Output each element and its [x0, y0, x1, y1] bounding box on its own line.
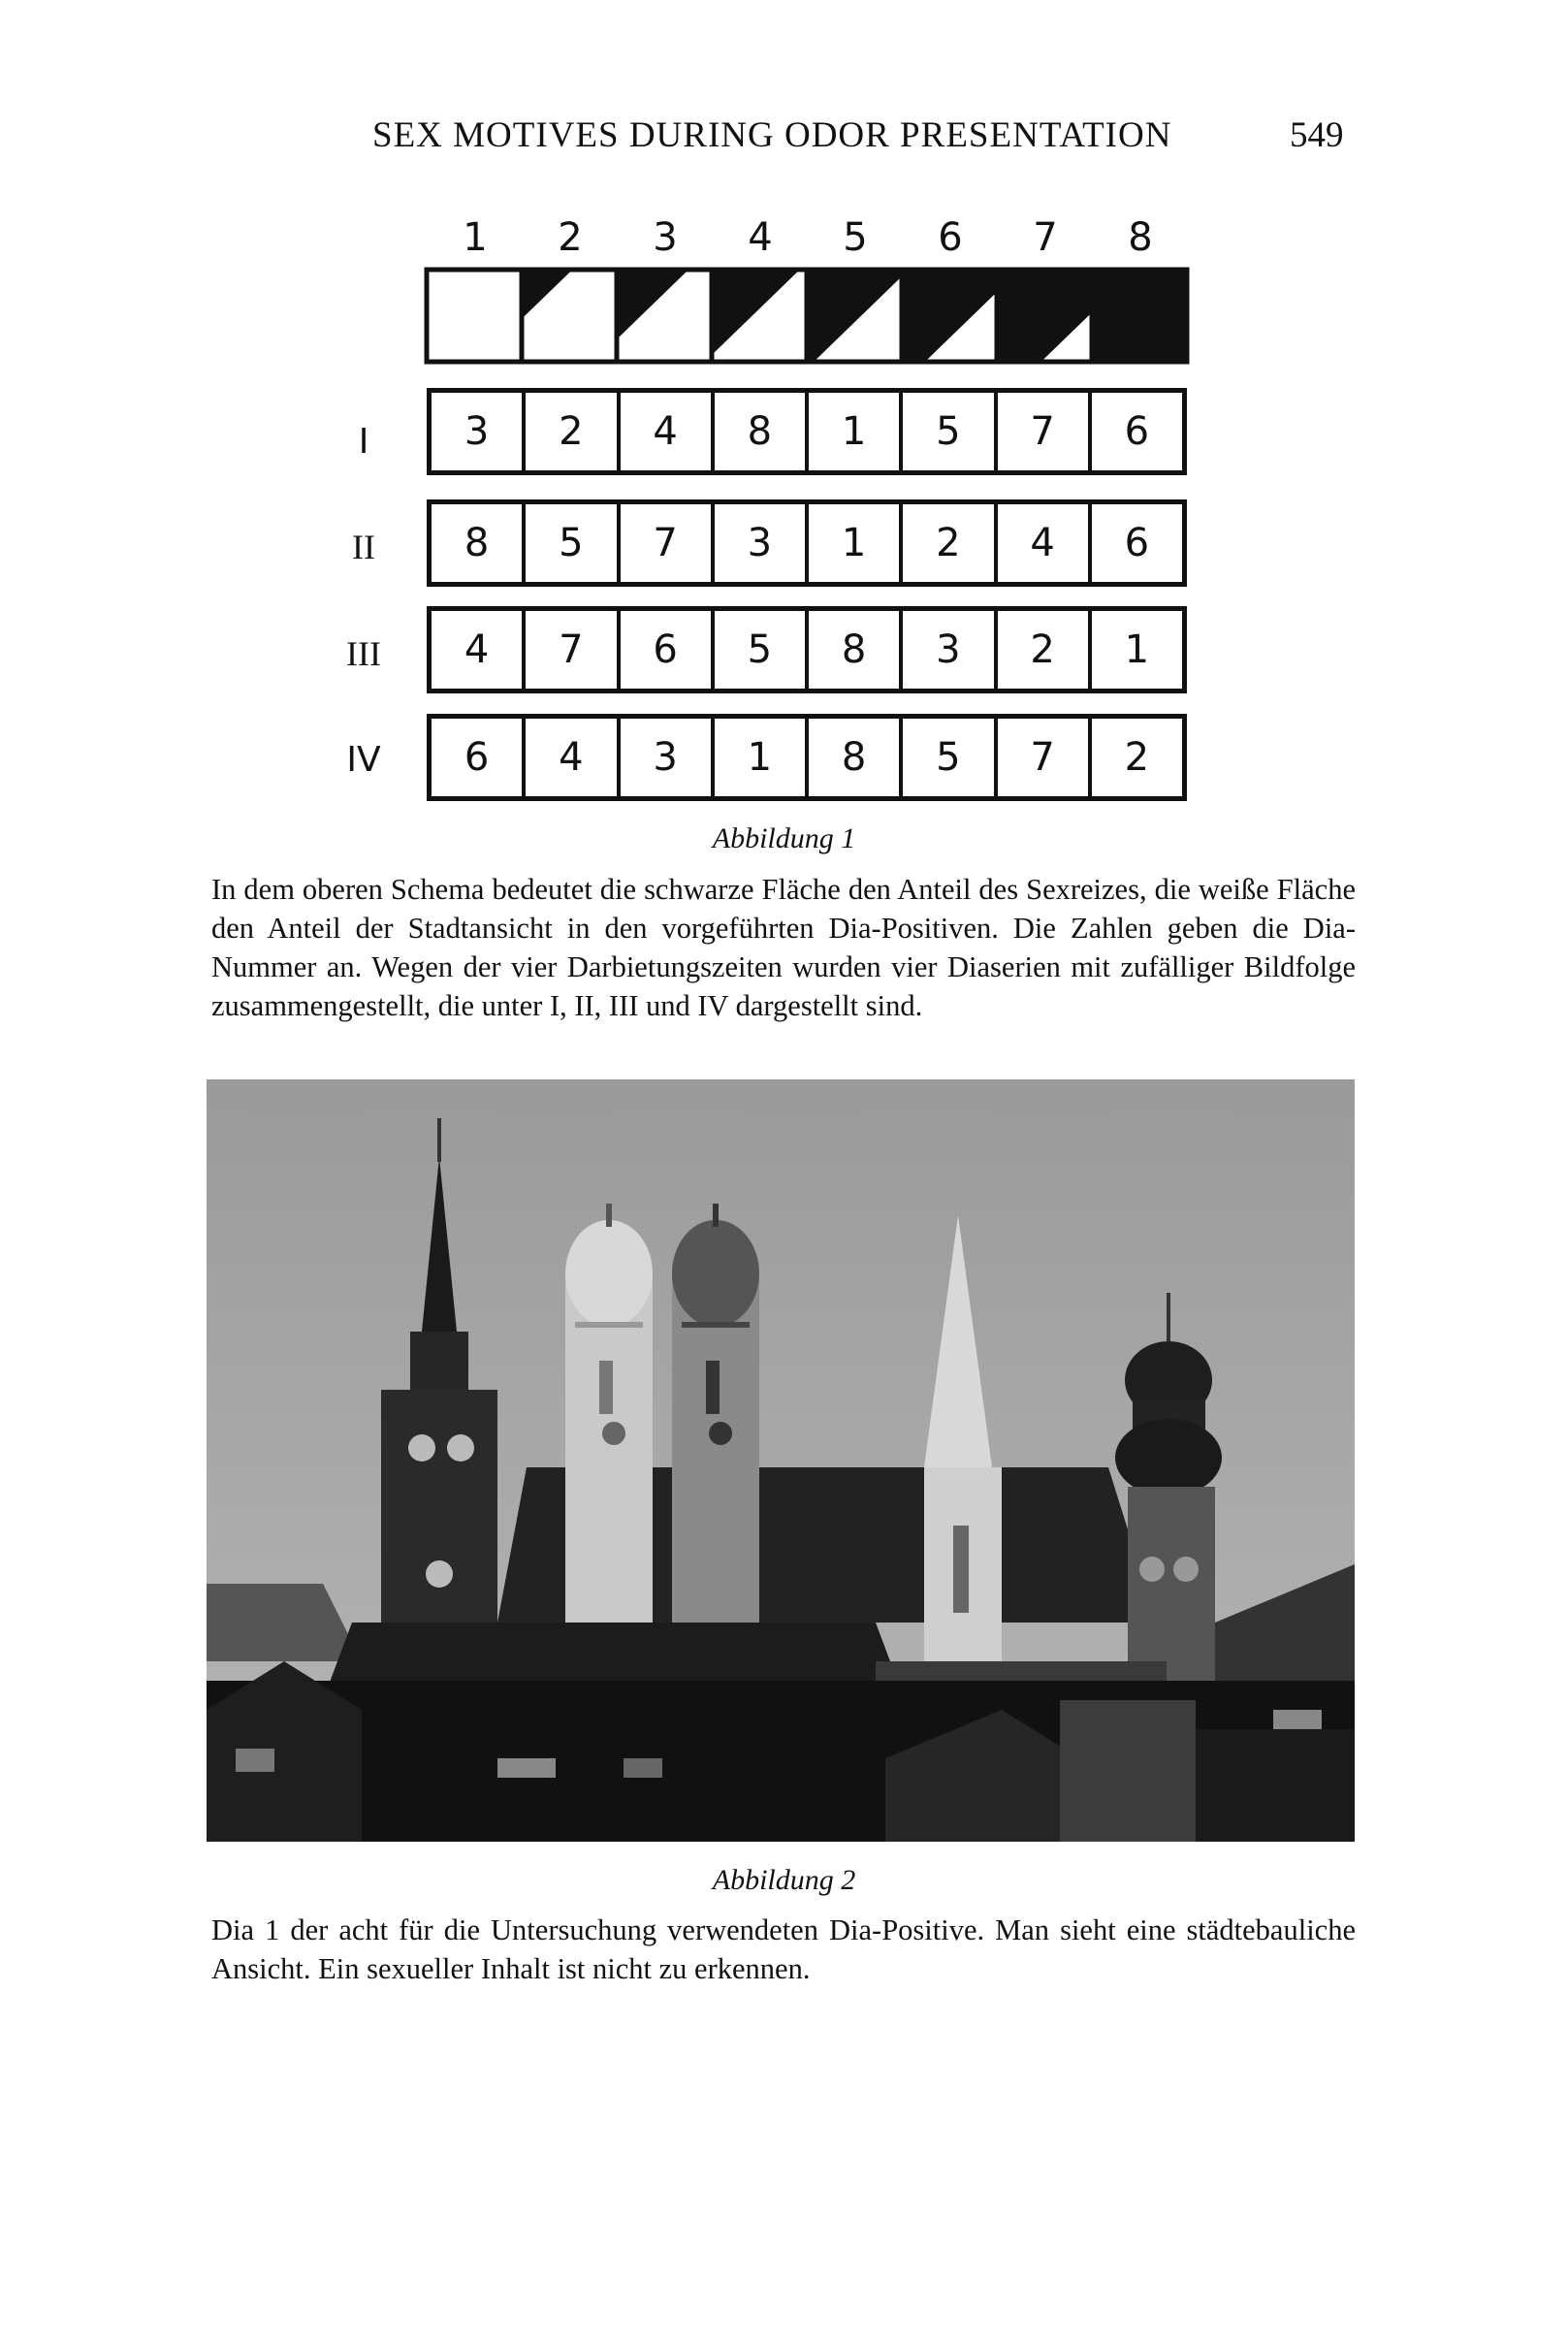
slide-number-cell: 7 [621, 504, 715, 582]
sex-stimulus-share [522, 270, 572, 319]
slide-number-cell: 7 [998, 719, 1092, 796]
slide-number-cell: 4 [526, 719, 620, 796]
column-number: 6 [938, 215, 963, 260]
slide-number-cell: 2 [998, 611, 1092, 689]
slide-number-cell: 7 [998, 393, 1092, 470]
column-number: 3 [653, 215, 678, 260]
slide-number-cell: 4 [998, 504, 1092, 582]
sex-stimulus-share [1092, 270, 1187, 362]
slide-number-cell: 8 [809, 611, 903, 689]
figure-2-title: Abbildung 2 [712, 1864, 856, 1896]
slide-number-cell: 4 [621, 393, 715, 470]
slide-number-cell: 8 [715, 393, 809, 470]
slide-number-cell: 1 [809, 393, 903, 470]
series-row-II [427, 499, 1187, 587]
slide-number-cell: 2 [903, 504, 997, 582]
page-number: 549 [1290, 115, 1344, 155]
slide-number-cell: 3 [715, 504, 809, 582]
slide-number-cell: 5 [526, 504, 620, 582]
slide-number-cell: 1 [1124, 627, 1150, 672]
series-row-IV [427, 714, 1187, 801]
sex-stimulus-share [997, 270, 1092, 362]
proportion-schema [417, 262, 1193, 369]
slide-number-cell: 7 [526, 611, 620, 689]
slide-number-cell: 6 [1124, 409, 1150, 454]
slide-number-cell: 3 [432, 393, 526, 470]
slide-box [427, 270, 522, 362]
series-row-III [427, 606, 1187, 693]
running-head: SEX MOTIVES DURING ODOR PRESENTATION [372, 115, 1172, 155]
column-number: 7 [1033, 215, 1058, 260]
slide-number-cell: 6 [1124, 521, 1150, 565]
column-number: 5 [843, 215, 868, 260]
figure-1-caption: In dem oberen Schema bedeutet die schwarze Fläche den Anteil des Sexreizes, die weiße Fläche den Anteil der Stadtansicht in den vorgeführten Dia-Positiven. Die Zahlen geben die Dia-Nummer an. Wegen der vier Darbietungszeiten wurden vier Diaserien mit zufälliger Bildfolge zusammengestellt, die unter I, II, III und IV dargestellt sind. [211, 873, 1356, 1022]
series-label: II [352, 528, 375, 566]
munich-skyline-photo [207, 1079, 1355, 1842]
sex-stimulus-share [617, 270, 688, 339]
column-number: 2 [558, 215, 583, 260]
sex-stimulus-share [902, 270, 997, 362]
slide-number-cell: 2 [526, 393, 620, 470]
column-number: 1 [463, 215, 488, 260]
column-number: 8 [1128, 215, 1153, 260]
series-label: IV [346, 740, 381, 780]
slide-number-cell: 3 [621, 719, 715, 796]
slide-number-cell: 2 [1124, 735, 1150, 780]
slide-number-cell: 5 [903, 719, 997, 796]
slide-number-cell: 1 [715, 719, 809, 796]
figure-1-title: Abbildung 1 [712, 822, 856, 854]
sex-stimulus-share [712, 270, 800, 355]
figure-2-caption: Dia 1 der acht für die Untersuchung verwendeten Dia-Positive. Man sieht eine städtebauliche Ansicht. Ein sexueller Inhalt ist nicht zu erkennen. [211, 1913, 1356, 1985]
sex-stimulus-share [807, 270, 902, 362]
series-label: I [358, 422, 369, 462]
column-number: 4 [748, 215, 773, 260]
slide-number-cell: 6 [432, 719, 526, 796]
series-row-I [427, 388, 1187, 475]
slide-number-cell: 5 [903, 393, 997, 470]
slide-number-cell: 1 [809, 504, 903, 582]
slide-number-cell: 5 [715, 611, 809, 689]
slide-number-cell: 6 [621, 611, 715, 689]
slide-number-cell: 8 [432, 504, 526, 582]
slide-number-cell: 4 [432, 611, 526, 689]
series-label: III [346, 634, 381, 673]
slide-number-cell: 3 [903, 611, 997, 689]
slide-number-cell: 8 [809, 719, 903, 796]
